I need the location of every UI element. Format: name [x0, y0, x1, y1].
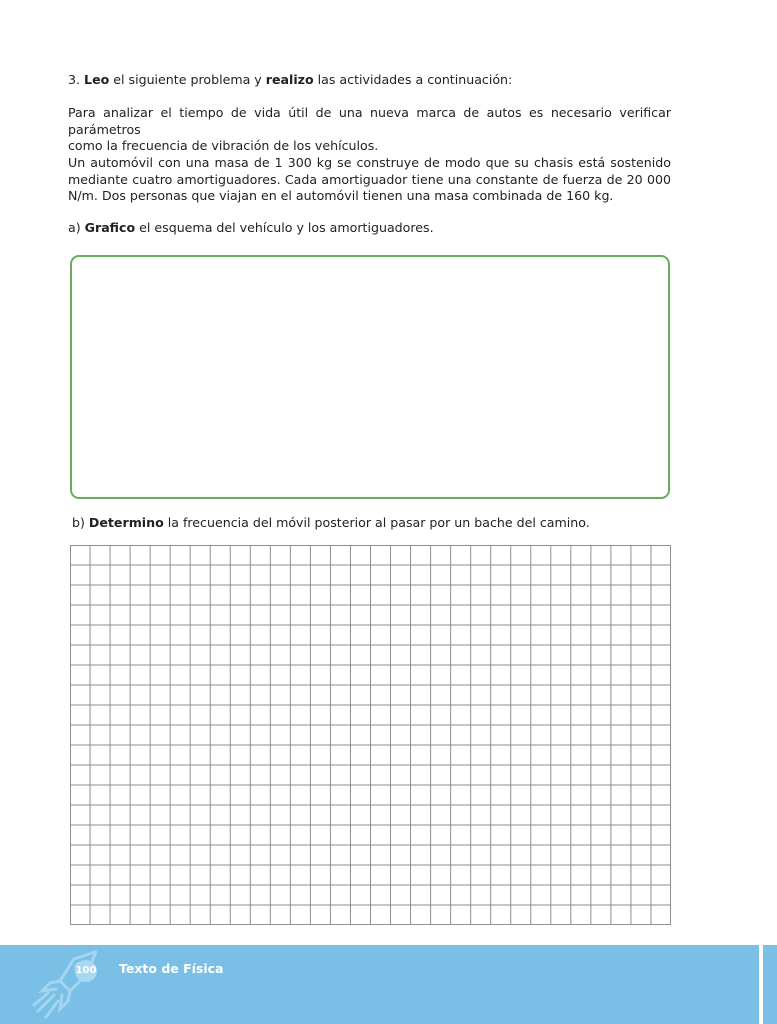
item-a-verb: Grafico	[84, 220, 136, 235]
item-a-text: el esquema del vehículo y los amortiguadores.	[135, 220, 434, 235]
footer-band	[0, 945, 759, 1024]
item-a-label: a)	[68, 220, 85, 235]
book-title: Texto de Física	[119, 961, 224, 976]
question-verb-leo: Leo	[84, 72, 110, 87]
paragraph-problem-line-3: N/m. Dos personas que viajan en el automóvil tienen una masa combinada de 160 kg.	[68, 188, 614, 203]
question-text-2: las actividades a continuación:	[313, 72, 513, 87]
question-heading	[68, 72, 512, 89]
paragraph-context-line-2: como la frecuencia de vibración de los vehículos.	[68, 138, 379, 153]
paragraph-context	[68, 105, 671, 155]
item-b-text: la frecuencia del móvil posterior al pasar por un bache del camino.	[163, 515, 590, 530]
question-text-1: el siguiente problema y	[109, 72, 266, 87]
item-b-verb: Determino	[88, 515, 164, 530]
item-b-instruction	[72, 515, 590, 532]
paragraph-context-line-1: Para analizar el tiempo de vida útil de una nueva marca de autos es necesario verificar parámetros	[68, 105, 671, 137]
paragraph-problem-line-1: Un automóvil con una masa de 1 300 kg se construye de modo que su chasis está sostenido	[68, 155, 671, 170]
question-verb-realizo: realizo	[265, 72, 314, 87]
rocket-icon	[30, 945, 100, 1024]
page-number: 100	[75, 960, 97, 982]
footer-edge-strip	[763, 945, 777, 1024]
paragraph-problem	[68, 155, 671, 205]
paragraph-problem-line-2: mediante cuatro amortiguadores. Cada amortiguador tiene una constante de fuerza de 20 000	[68, 171, 671, 187]
grid-answer-area[interactable]	[70, 545, 671, 925]
question-number: 3.	[68, 72, 81, 87]
drawing-answer-box[interactable]	[70, 255, 670, 499]
item-a-instruction	[68, 220, 434, 237]
item-b-label: b)	[72, 515, 89, 530]
